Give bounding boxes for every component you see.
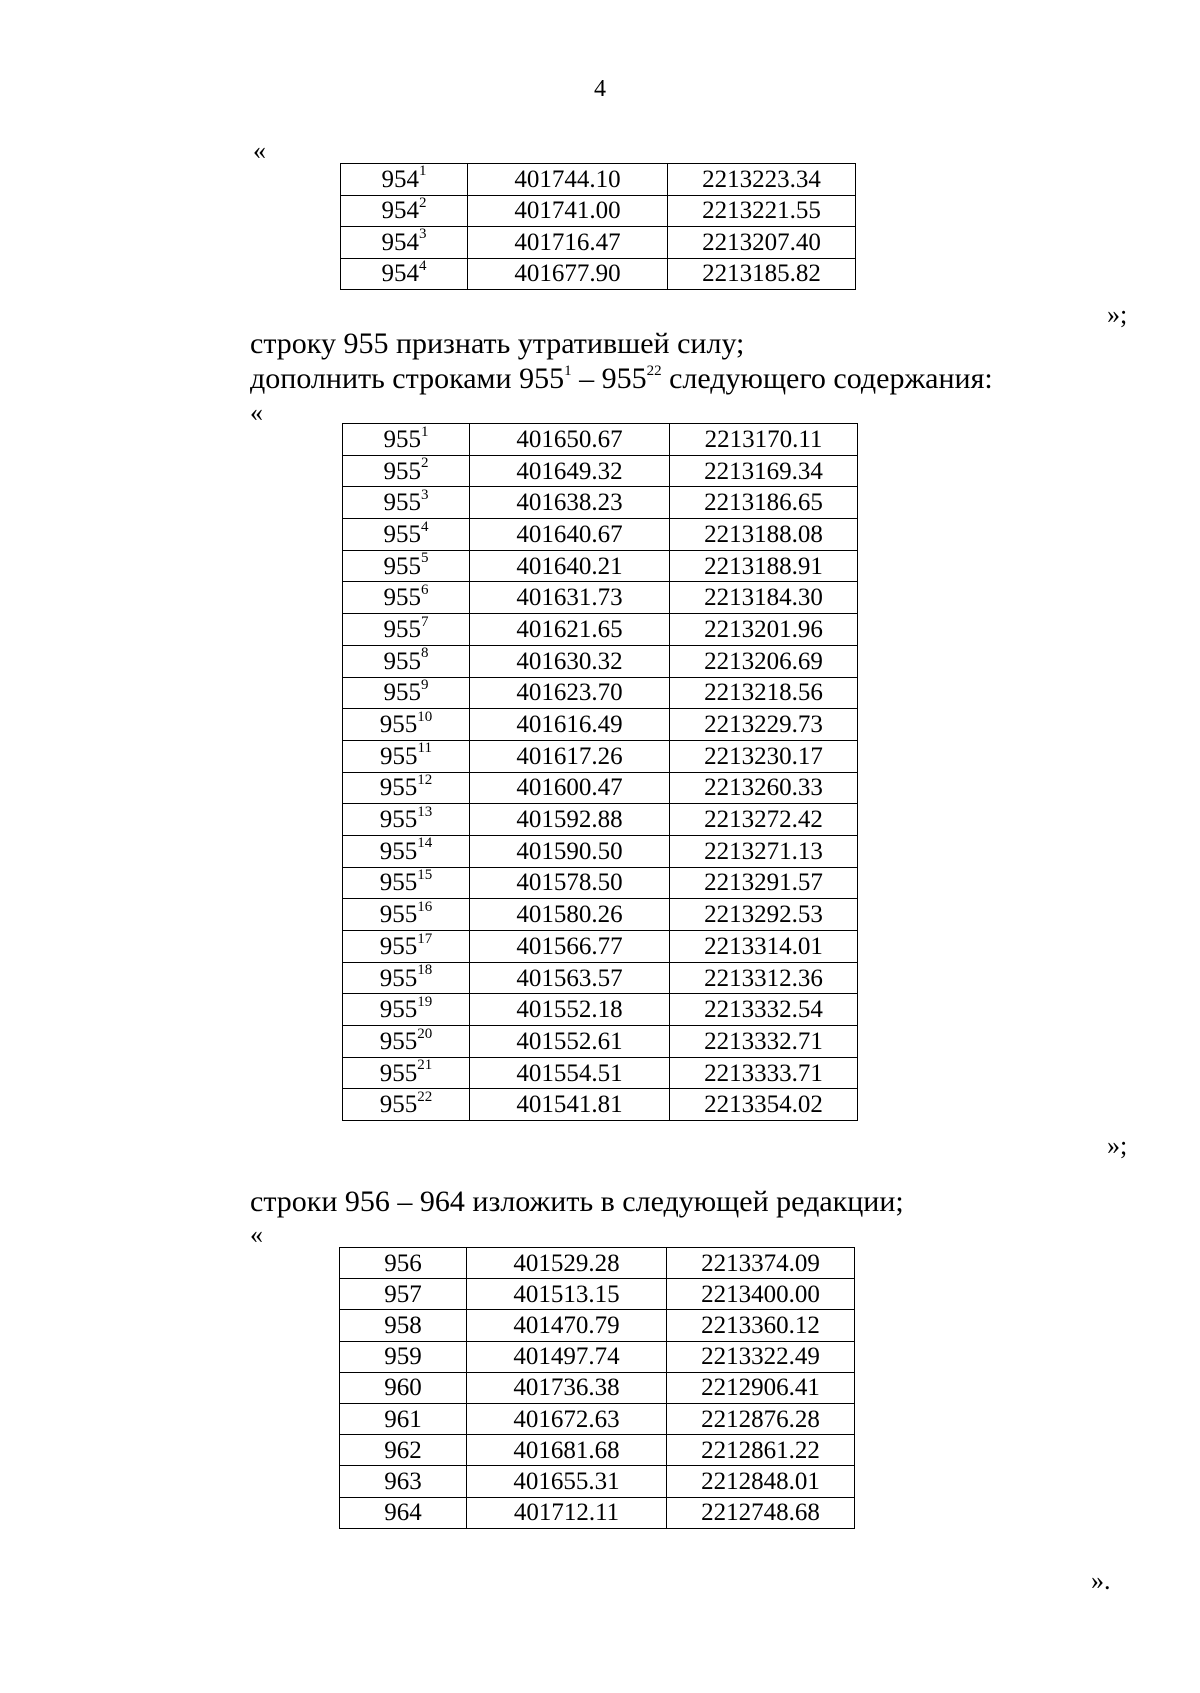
coordinate-x: 401631.73 [470,582,670,614]
coordinate-x: 401580.26 [470,899,670,931]
coordinate-x: 401716.47 [468,227,668,259]
table-row [343,645,858,677]
open-quote: « [250,398,263,427]
coordinate-x: 401616.49 [470,709,670,741]
table-row [343,582,858,614]
row-number [343,835,470,867]
row-number-base: 955 [383,489,421,517]
row-number [343,867,470,899]
table-row [340,1372,855,1403]
row-number-base: 963 [384,1467,422,1495]
coordinate-y: 2213322.49 [667,1341,855,1372]
row-number [340,1279,467,1310]
coordinate-y: 2213229.73 [670,709,858,741]
coordinate-x: 401650.67 [470,424,670,456]
row-number-base: 954 [381,260,419,288]
row-number [340,1310,467,1341]
row-number [343,962,470,994]
coordinate-y: 2213271.13 [670,835,858,867]
coordinate-y: 2213223.34 [668,164,856,196]
coordinate-x: 401681.68 [467,1435,667,1466]
coordinate-y: 2213354.02 [670,1089,858,1121]
table-row [343,424,858,456]
coordinate-x: 401554.51 [470,1057,670,1089]
table-row [343,835,858,867]
coordinate-x: 401623.70 [470,677,670,709]
row-number-base: 959 [384,1343,422,1371]
row-number-base: 958 [384,1311,422,1339]
table-row [343,487,858,519]
open-quote: « [250,1220,263,1249]
coordinate-x: 401497.74 [467,1341,667,1372]
row-number [340,1435,467,1466]
row-number-base: 955 [380,742,418,770]
coordinates-table-955 [342,423,858,1121]
coordinate-y: 2213292.53 [670,899,858,931]
row-number [343,899,470,931]
row-number [340,1372,467,1403]
row-number-base: 960 [384,1374,422,1402]
table-row [343,931,858,963]
table-row [341,258,856,290]
coordinate-y: 2213400.00 [667,1279,855,1310]
coordinate-x: 401552.18 [470,994,670,1026]
row-number [341,195,468,227]
coordinate-y: 2212906.41 [667,1372,855,1403]
row-number [340,1403,467,1434]
table-row [343,455,858,487]
coordinate-x: 401630.32 [470,645,670,677]
coordinate-y: 2212876.28 [667,1403,855,1434]
row-number [343,740,470,772]
table-row [340,1248,855,1279]
coordinate-x: 401563.57 [470,962,670,994]
table-row [343,1026,858,1058]
row-number-index: 22 [417,1088,433,1105]
row-number-index: 11 [417,740,432,757]
row-number-base: 955 [379,996,418,1024]
table-row [340,1310,855,1341]
row-number-index: 3 [419,226,427,243]
row-number-base: 955 [379,932,418,960]
row-number-base: 955 [379,901,418,929]
row-number [341,164,468,196]
coordinate-y: 2213184.30 [670,582,858,614]
table-row [343,994,858,1026]
paragraph-add-rows [250,364,993,394]
coordinate-x: 401672.63 [467,1403,667,1434]
row-number-index: 16 [417,898,433,915]
row-number [343,550,470,582]
coordinate-y: 2213170.11 [670,424,858,456]
coordinate-x: 401578.50 [470,867,670,899]
coordinate-x: 401592.88 [470,804,670,836]
row-number [343,804,470,836]
row-number-index: 9 [421,677,429,694]
row-number-index: 14 [417,835,433,852]
coordinate-y: 2213260.33 [670,772,858,804]
table-row [343,899,858,931]
coordinate-y: 2213221.55 [668,195,856,227]
para-sup-from: 1 [564,363,572,379]
row-number-base: 955 [383,584,421,612]
coordinate-y: 2213332.71 [670,1026,858,1058]
coordinate-y: 2213374.09 [667,1248,855,1279]
coordinate-y: 2213360.12 [667,1310,855,1341]
row-number-base: 955 [379,964,418,992]
table-row [343,519,858,551]
coordinate-y: 2213218.56 [670,677,858,709]
row-number-index: 4 [421,518,429,535]
table-row [340,1341,855,1372]
row-number-base: 957 [384,1280,422,1308]
row-number [343,1057,470,1089]
row-number [343,994,470,1026]
row-number-base: 954 [381,228,419,256]
row-number [343,931,470,963]
coordinate-x: 401513.15 [467,1279,667,1310]
row-number-base: 964 [384,1499,422,1527]
row-number-index: 17 [417,930,433,947]
coordinate-x: 401552.61 [470,1026,670,1058]
table-row [343,677,858,709]
coordinate-y: 2212848.01 [667,1466,855,1497]
row-number [341,227,468,259]
coordinate-x: 401640.67 [470,519,670,551]
open-quote: « [253,136,266,165]
coordinate-y: 2213272.42 [670,804,858,836]
coordinate-x: 401655.31 [467,1466,667,1497]
row-number-base: 962 [384,1436,422,1464]
row-number-index: 20 [417,1025,433,1042]
coordinate-y: 2213207.40 [668,227,856,259]
table-row [343,867,858,899]
table-row [340,1279,855,1310]
coordinates-table-954 [340,163,856,290]
row-number-index: 8 [421,645,429,662]
coordinate-y: 2213230.17 [670,740,858,772]
row-number-base: 955 [379,711,418,739]
row-number [343,582,470,614]
coordinate-y: 2213169.34 [670,455,858,487]
coordinate-y: 2213332.54 [670,994,858,1026]
row-number-index: 19 [417,993,433,1010]
row-number-index: 13 [417,803,433,820]
coordinate-x: 401649.32 [470,455,670,487]
coordinate-y: 2213312.36 [670,962,858,994]
coordinate-x: 401677.90 [468,258,668,290]
row-number [343,645,470,677]
table-row [340,1403,855,1434]
row-number-base: 955 [379,869,418,897]
row-number-base: 955 [379,837,418,865]
table-row [340,1435,855,1466]
coordinate-y: 2213185.82 [668,258,856,290]
coordinates-table-956-964 [339,1247,855,1529]
page-number: 4 [594,76,606,102]
table-row [343,550,858,582]
row-number [343,1026,470,1058]
row-number [340,1466,467,1497]
row-number [340,1341,467,1372]
row-number-base: 955 [379,1091,418,1119]
row-number-index: 6 [421,581,429,598]
row-number [343,1089,470,1121]
coordinate-x: 401566.77 [470,931,670,963]
row-number-base: 955 [383,520,421,548]
table-row [341,164,856,196]
coordinate-x: 401640.21 [470,550,670,582]
row-number-base: 955 [379,1027,418,1055]
row-number [343,772,470,804]
row-number-base: 956 [384,1249,422,1277]
coordinate-y: 2212861.22 [667,1435,855,1466]
table-row [343,740,858,772]
coordinate-x: 401529.28 [467,1248,667,1279]
row-number [343,614,470,646]
coordinate-y: 2213186.65 [670,487,858,519]
coordinate-x: 401470.79 [467,1310,667,1341]
table-row [343,772,858,804]
table-row [340,1466,855,1497]
row-number-index: 3 [421,486,429,503]
row-number-index: 21 [417,1057,433,1074]
row-number-base: 955 [383,552,421,580]
row-number-base: 955 [379,1059,418,1087]
row-number [343,677,470,709]
coordinate-x: 401590.50 [470,835,670,867]
coordinate-x: 401638.23 [470,487,670,519]
row-number [341,258,468,290]
row-number [343,709,470,741]
para-suffix: следующего содержания: [661,362,993,395]
row-number-base: 955 [383,457,421,485]
coordinate-y: 2213291.57 [670,867,858,899]
coordinate-y: 2213314.01 [670,931,858,963]
row-number-index: 12 [417,772,433,789]
row-number-index: 18 [417,962,433,979]
row-number-index: 1 [421,423,429,440]
table-row [340,1497,855,1528]
coordinate-y: 2213201.96 [670,614,858,646]
paragraph-restate-956-964: строки 956 – 964 изложить в следующей редакции; [250,1185,904,1218]
row-number-base: 954 [381,165,419,193]
row-number-index: 1 [419,163,427,180]
row-number-base: 961 [384,1405,422,1433]
coordinate-y: 2213188.91 [670,550,858,582]
row-number [340,1248,467,1279]
row-number [343,455,470,487]
row-number-index: 4 [419,258,427,274]
row-number [343,519,470,551]
coordinate-y: 2213206.69 [670,645,858,677]
row-number [343,487,470,519]
table-row [341,195,856,227]
coordinate-x: 401621.65 [470,614,670,646]
row-number-index: 5 [421,550,429,567]
row-number-base: 955 [379,806,418,834]
coordinate-x: 401741.00 [468,195,668,227]
table-row [343,1057,858,1089]
coordinate-x: 401712.11 [467,1497,667,1528]
para-prefix: дополнить строками 955 [250,362,565,395]
row-number-base: 955 [383,647,421,675]
table-row [343,1089,858,1121]
row-number-base: 954 [381,197,419,225]
row-number-index: 10 [417,708,433,725]
row-number [340,1497,467,1528]
row-number-base: 955 [383,615,421,643]
table-row [341,227,856,259]
close-quote: »; [1107,300,1128,329]
coordinate-y: 2213333.71 [670,1057,858,1089]
close-quote: ». [1091,1566,1111,1595]
row-number-base: 955 [383,679,421,707]
row-number-index: 15 [417,867,433,884]
close-quote: »; [1107,1131,1128,1160]
row-number-index: 7 [421,613,429,630]
row-number-base: 955 [383,425,421,453]
coordinate-x: 401744.10 [468,164,668,196]
coordinate-x: 401736.38 [467,1372,667,1403]
coordinate-y: 2212748.68 [667,1497,855,1528]
table-row [343,709,858,741]
para-middle: – 955 [571,362,647,395]
table-row [343,962,858,994]
row-number-index: 2 [421,455,429,472]
table-row [343,614,858,646]
row-number-index: 2 [419,195,427,211]
row-number-base: 955 [379,774,418,802]
coordinate-x: 401617.26 [470,740,670,772]
table-row [343,804,858,836]
coordinate-y: 2213188.08 [670,519,858,551]
coordinate-x: 401541.81 [470,1089,670,1121]
row-number [343,424,470,456]
para-sup-to: 22 [646,363,662,379]
coordinate-x: 401600.47 [470,772,670,804]
paragraph-repeal-955: строку 955 признать утратившей силу; [250,327,745,360]
